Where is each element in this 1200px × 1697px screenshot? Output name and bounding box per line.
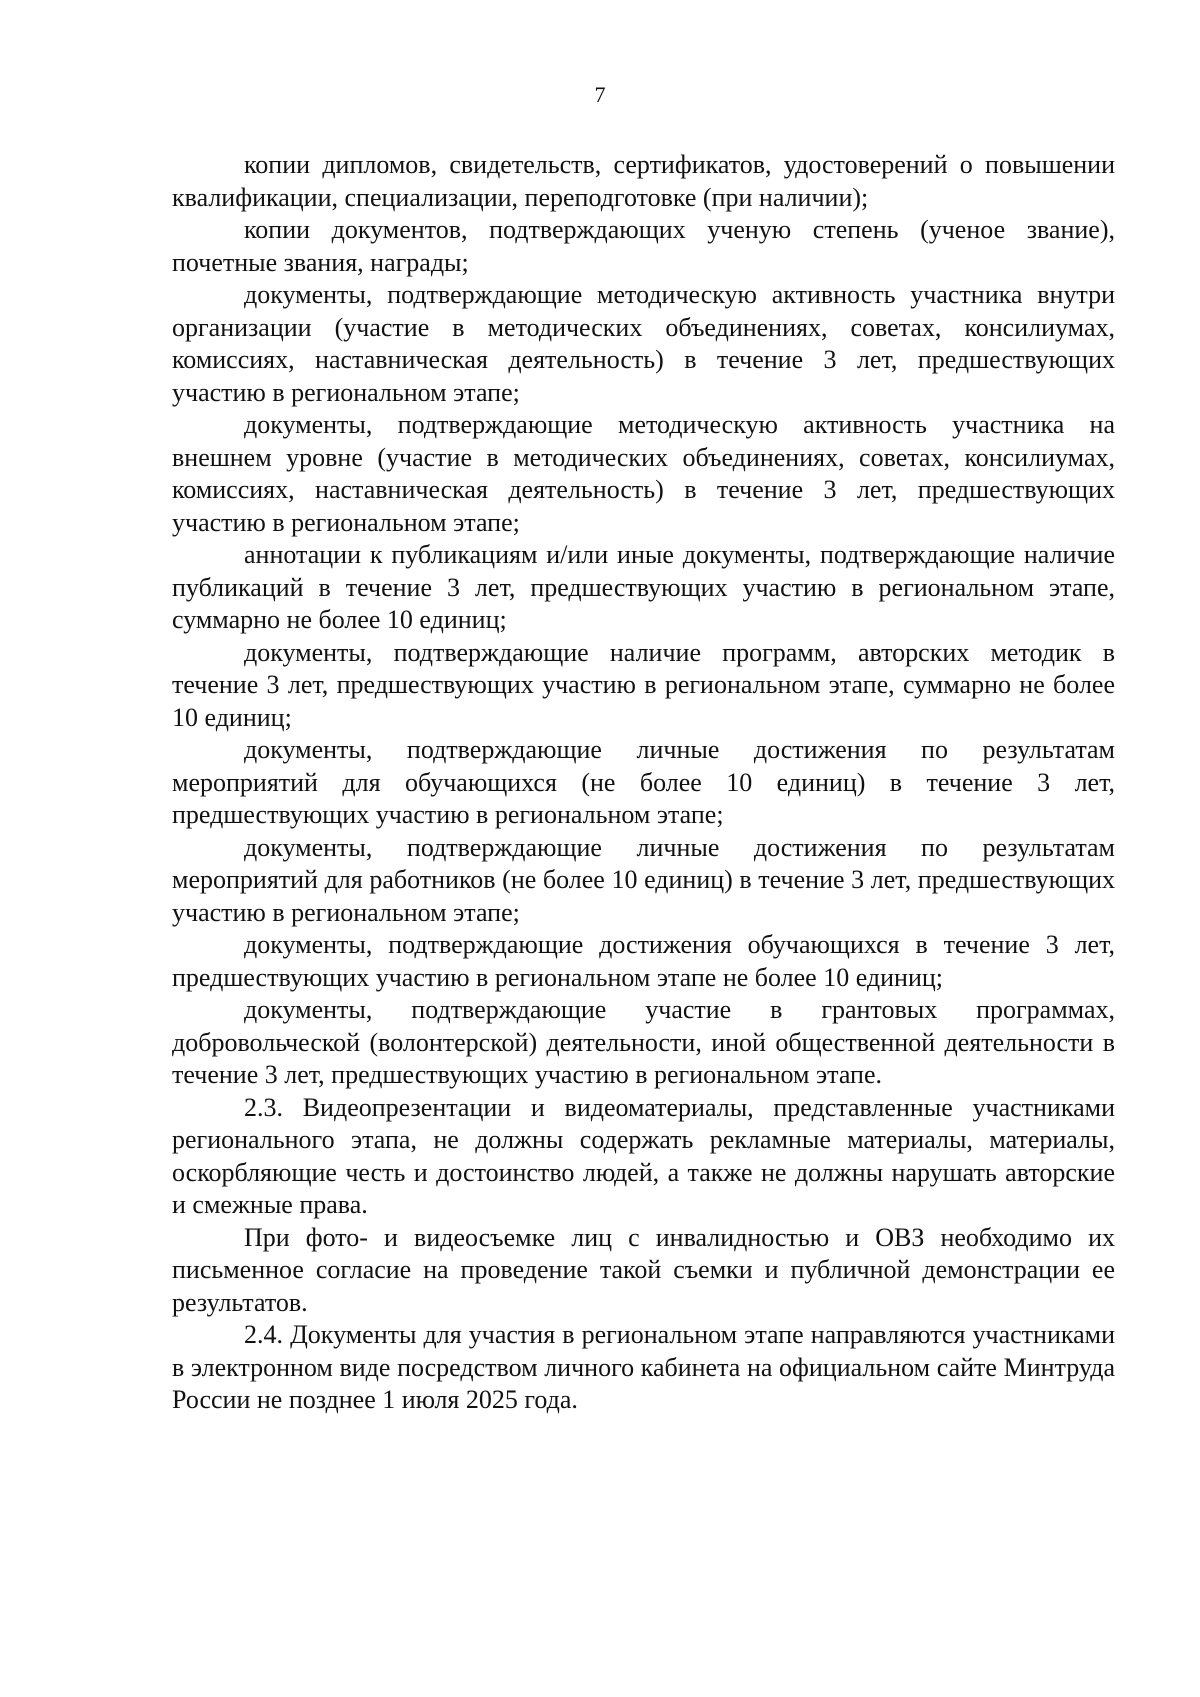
paragraph-achievements-workers-events: документы, подтверждающие личные достижения по результатам мероприятий для работников (не более 10 единиц) в течение 3 лет, предшествующих участию в региональном этапе; bbox=[172, 832, 1115, 927]
paragraph-external-methodical-activity: документы, подтверждающие методическую активность участника на внешнем уровне (участие в методических объединениях, советах, консилиумах, комиссиях, наставническая деятельность) в течение 3 лет, предшествующих участию в региональном этапе; bbox=[172, 410, 1115, 537]
paragraph-grant-volunteer: документы, подтверждающие участие в грантовых программах, добровольческой (волонтерской) деятельности, иной общественной деятельности в течение 3 лет, предшествующих участию в региональном этапе. bbox=[172, 995, 1115, 1089]
paragraph-diploma-copies: копии дипломов, свидетельств, сертификатов, удостоверений о повышении квалификации, специализации, переподготовке (при наличии); bbox=[172, 150, 1115, 212]
paragraph-programs-methods: документы, подтверждающие наличие программ, авторских методик в течение 3 лет, предшествующих участию в региональном этапе, суммарно не более 10 единиц; bbox=[172, 637, 1115, 732]
paragraph-publications: аннотации к публикациям и/или иные документы, подтверждающие наличие публикаций в течение 3 лет, предшествующих участию в региональном этапе, суммарно не более 10 единиц; bbox=[172, 540, 1115, 634]
document-body bbox=[172, 149, 1115, 1417]
paragraph-disability-consent: При фото- и видеосъемке лиц с инвалидностью и ОВЗ необходимо их письменное согласие на проведение такой съемки и публичной демонстрации ее результатов. bbox=[172, 1222, 1115, 1317]
paragraph-achievements-students-events: документы, подтверждающие личные достижения по результатам мероприятий для обучающихся (не более 10 единиц) в течение 3 лет, предшествующих участию в региональном этапе; bbox=[172, 735, 1115, 829]
paragraph-student-achievements: документы, подтверждающие достижения обучающихся в течение 3 лет, предшествующих участию в региональном этапе не более 10 единиц; bbox=[172, 930, 1115, 992]
paragraph-section-2-3: 2.3. Видеопрезентации и видеоматериалы, представленные участниками регионального этапа, не должны содержать рекламные материалы, материалы, оскорбляющие честь и достоинство людей, а также не должны нарушать авторские и смежные права. bbox=[172, 1092, 1115, 1219]
paragraph-academic-degree: копии документов, подтверждающих ученую степень (ученое звание), почетные звания, награды; bbox=[172, 215, 1115, 277]
paragraph-section-2-4: 2.4. Документы для участия в региональном этапе направляются участниками в электронном виде посредством личного кабинета на официальном сайте Минтруда России не позднее 1 июля 2025 года. bbox=[172, 1320, 1115, 1414]
page-number: 7 bbox=[594, 82, 606, 107]
paragraph-internal-methodical-activity: документы, подтверждающие методическую активность участника внутри организации (участие в методических объединениях, советах, консилиумах, комиссиях, наставническая деятельность) в течение 3 лет, предшествующих участию в региональном этапе; bbox=[172, 280, 1115, 407]
